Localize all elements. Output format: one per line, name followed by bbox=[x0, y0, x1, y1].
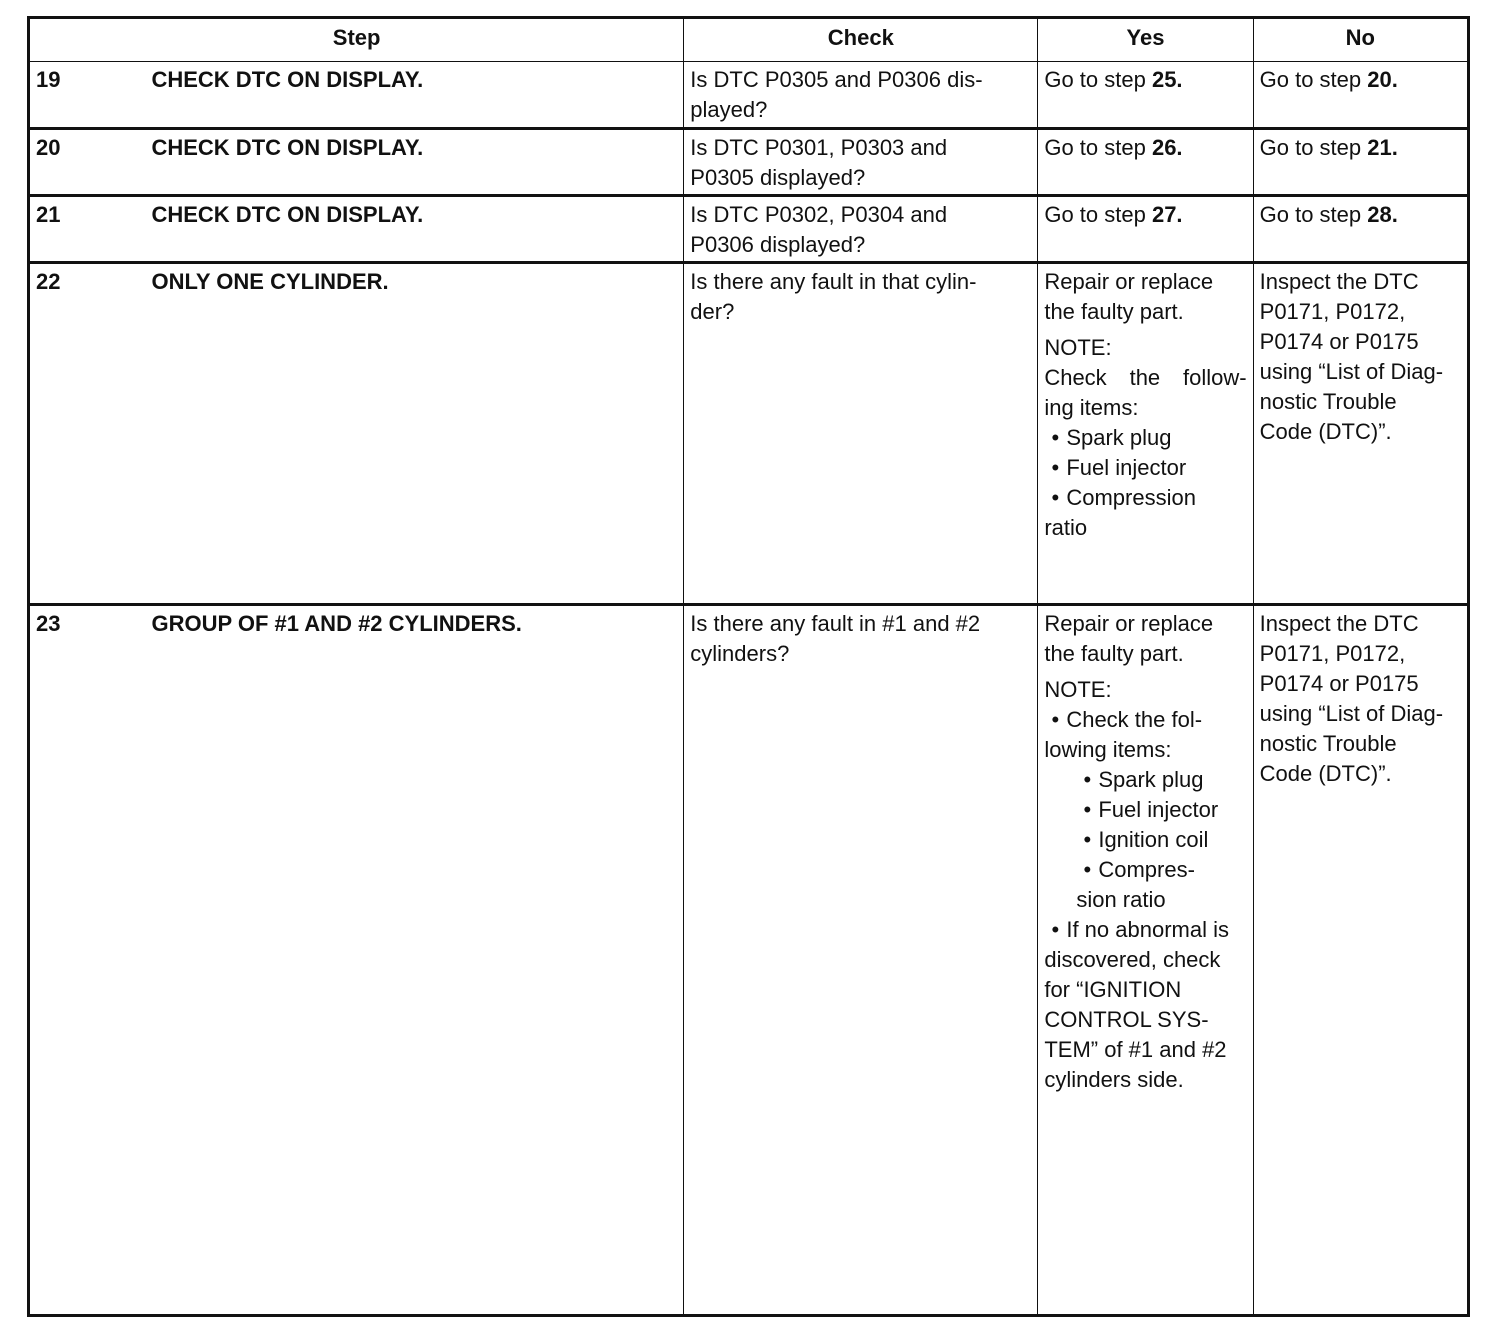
bullet-text: Spark plug bbox=[1066, 425, 1172, 450]
check-cell bbox=[684, 62, 1038, 129]
no-step-link[interactable]: 21. bbox=[1367, 135, 1398, 160]
step-number: 22 bbox=[29, 263, 146, 605]
check-text: cylinders? bbox=[690, 641, 790, 666]
bullet-dot-icon: • bbox=[1083, 857, 1092, 882]
bullet-item bbox=[1044, 915, 1246, 945]
step-title: CHECK DTC ON DISPLAY. bbox=[145, 129, 683, 196]
yes-text: the faulty part. bbox=[1044, 641, 1184, 666]
yes-cell bbox=[1038, 605, 1253, 1316]
no-text: Inspect the DTC bbox=[1259, 269, 1419, 294]
no-text: P0171, P0172, bbox=[1259, 641, 1406, 666]
bullet-text: Check the fol- bbox=[1066, 707, 1203, 732]
table-row-23 bbox=[29, 605, 1469, 1316]
note-label: NOTE: bbox=[1044, 335, 1112, 360]
table-row-19 bbox=[29, 62, 1469, 129]
note-text: ing items: bbox=[1044, 395, 1139, 420]
no-prefix: Go to step bbox=[1259, 67, 1368, 92]
no-cell bbox=[1253, 196, 1468, 263]
bullet-item bbox=[1044, 453, 1246, 483]
bullet-item bbox=[1044, 423, 1246, 453]
yes-text: Repair or replace bbox=[1044, 269, 1214, 294]
bullet-dot-icon: • bbox=[1051, 455, 1060, 480]
check-text: Is DTC P0305 and P0306 dis- bbox=[690, 67, 983, 92]
no-text: P0171, P0172, bbox=[1259, 299, 1406, 324]
bullet-continuation: CONTROL SYS- bbox=[1044, 1007, 1209, 1032]
yes-step-link[interactable]: 26. bbox=[1151, 135, 1183, 160]
bullet-text: Fuel injector bbox=[1098, 797, 1219, 822]
header-no: No bbox=[1253, 18, 1468, 62]
check-text: Is there any fault in that cylin- bbox=[690, 269, 977, 294]
yes-cell bbox=[1038, 62, 1253, 129]
no-step-link[interactable]: 28. bbox=[1367, 202, 1398, 227]
bullet-continuation: cylinders side. bbox=[1044, 1067, 1184, 1092]
sub-bullet-item bbox=[1044, 765, 1246, 795]
bullet-continuation: lowing items: bbox=[1044, 737, 1172, 762]
check-text: P0306 displayed? bbox=[690, 232, 866, 257]
header-step: Step bbox=[29, 18, 684, 62]
table-row-22 bbox=[29, 263, 1469, 605]
yes-prefix: Go to step bbox=[1044, 202, 1152, 227]
note-text: Check the follow- bbox=[1044, 365, 1247, 390]
step-number: 23 bbox=[29, 605, 146, 1316]
check-cell bbox=[684, 263, 1038, 605]
bullet-continuation: sion ratio bbox=[1076, 887, 1166, 912]
step-title: ONLY ONE CYLINDER. bbox=[145, 263, 683, 605]
header-check: Check bbox=[684, 18, 1038, 62]
yes-prefix: Go to step bbox=[1044, 135, 1152, 160]
no-text: nostic Trouble bbox=[1259, 731, 1397, 756]
yes-text: Repair or replace bbox=[1044, 611, 1214, 636]
table-row-21 bbox=[29, 196, 1469, 263]
sub-bullet-item bbox=[1044, 825, 1246, 855]
no-cell bbox=[1253, 62, 1468, 129]
step-number: 21 bbox=[29, 196, 146, 263]
no-cell bbox=[1253, 129, 1468, 196]
no-cell bbox=[1253, 263, 1468, 605]
no-text: using “List of Diag- bbox=[1259, 359, 1444, 384]
no-text: using “List of Diag- bbox=[1259, 701, 1444, 726]
check-text: Is there any fault in #1 and #2 bbox=[690, 611, 981, 636]
bullet-item bbox=[1044, 483, 1246, 513]
bullet-continuation: for “IGNITION bbox=[1044, 977, 1182, 1002]
bullet-continuation: TEM” of #1 and #2 bbox=[1044, 1037, 1227, 1062]
bullet-continuation: discovered, check bbox=[1044, 947, 1221, 972]
table-header-row bbox=[29, 18, 1469, 62]
bullet-text: Fuel injector bbox=[1066, 455, 1187, 480]
check-cell bbox=[684, 196, 1038, 263]
note-label: NOTE: bbox=[1044, 677, 1112, 702]
no-text: Code (DTC)”. bbox=[1259, 761, 1392, 786]
no-cell bbox=[1253, 605, 1468, 1316]
no-text: P0174 or P0175 bbox=[1259, 329, 1419, 354]
bullet-dot-icon: • bbox=[1051, 425, 1060, 450]
no-prefix: Go to step bbox=[1259, 202, 1368, 227]
yes-cell bbox=[1038, 129, 1253, 196]
bullet-dot-icon: • bbox=[1083, 797, 1092, 822]
no-text: P0174 or P0175 bbox=[1259, 671, 1419, 696]
check-text: der? bbox=[690, 299, 735, 324]
yes-text: the faulty part. bbox=[1044, 299, 1184, 324]
yes-step-link[interactable]: 27. bbox=[1151, 202, 1183, 227]
bullet-text: Spark plug bbox=[1098, 767, 1204, 792]
bullet-item bbox=[1044, 705, 1246, 735]
step-title: GROUP OF #1 AND #2 CYLINDERS. bbox=[145, 605, 683, 1316]
step-title: CHECK DTC ON DISPLAY. bbox=[145, 62, 683, 129]
check-cell bbox=[684, 129, 1038, 196]
bullet-text: Compression bbox=[1066, 485, 1196, 510]
bullet-text: Ignition coil bbox=[1098, 827, 1209, 852]
no-step-link[interactable]: 20. bbox=[1367, 67, 1398, 92]
sub-bullet-item bbox=[1044, 795, 1246, 825]
bullet-dot-icon: • bbox=[1083, 827, 1092, 852]
bullet-dot-icon: • bbox=[1083, 767, 1092, 792]
table-row-20 bbox=[29, 129, 1469, 196]
check-text: P0305 displayed? bbox=[690, 165, 866, 190]
no-text: Inspect the DTC bbox=[1259, 611, 1419, 636]
yes-cell bbox=[1038, 196, 1253, 263]
bullet-dot-icon: • bbox=[1051, 917, 1060, 942]
check-text: Is DTC P0301, P0303 and bbox=[690, 135, 948, 160]
yes-step-link[interactable]: 25. bbox=[1151, 67, 1183, 92]
step-number: 19 bbox=[29, 62, 146, 129]
no-prefix: Go to step bbox=[1259, 135, 1368, 160]
diagnostic-table bbox=[27, 16, 1470, 1317]
check-text: played? bbox=[690, 97, 768, 122]
no-text: nostic Trouble bbox=[1259, 389, 1397, 414]
yes-cell bbox=[1038, 263, 1253, 605]
bullet-dot-icon: • bbox=[1051, 707, 1060, 732]
step-number: 20 bbox=[29, 129, 146, 196]
header-yes: Yes bbox=[1038, 18, 1253, 62]
bullet-text: Compres- bbox=[1098, 857, 1195, 882]
no-text: Code (DTC)”. bbox=[1259, 419, 1392, 444]
check-text: Is DTC P0302, P0304 and bbox=[690, 202, 948, 227]
step-title: CHECK DTC ON DISPLAY. bbox=[145, 196, 683, 263]
sub-bullet-item bbox=[1044, 855, 1246, 885]
yes-prefix: Go to step bbox=[1044, 67, 1152, 92]
bullet-continuation: ratio bbox=[1044, 515, 1088, 540]
bullet-dot-icon: • bbox=[1051, 485, 1060, 510]
bullet-text: If no abnormal is bbox=[1066, 917, 1229, 942]
check-cell bbox=[684, 605, 1038, 1316]
